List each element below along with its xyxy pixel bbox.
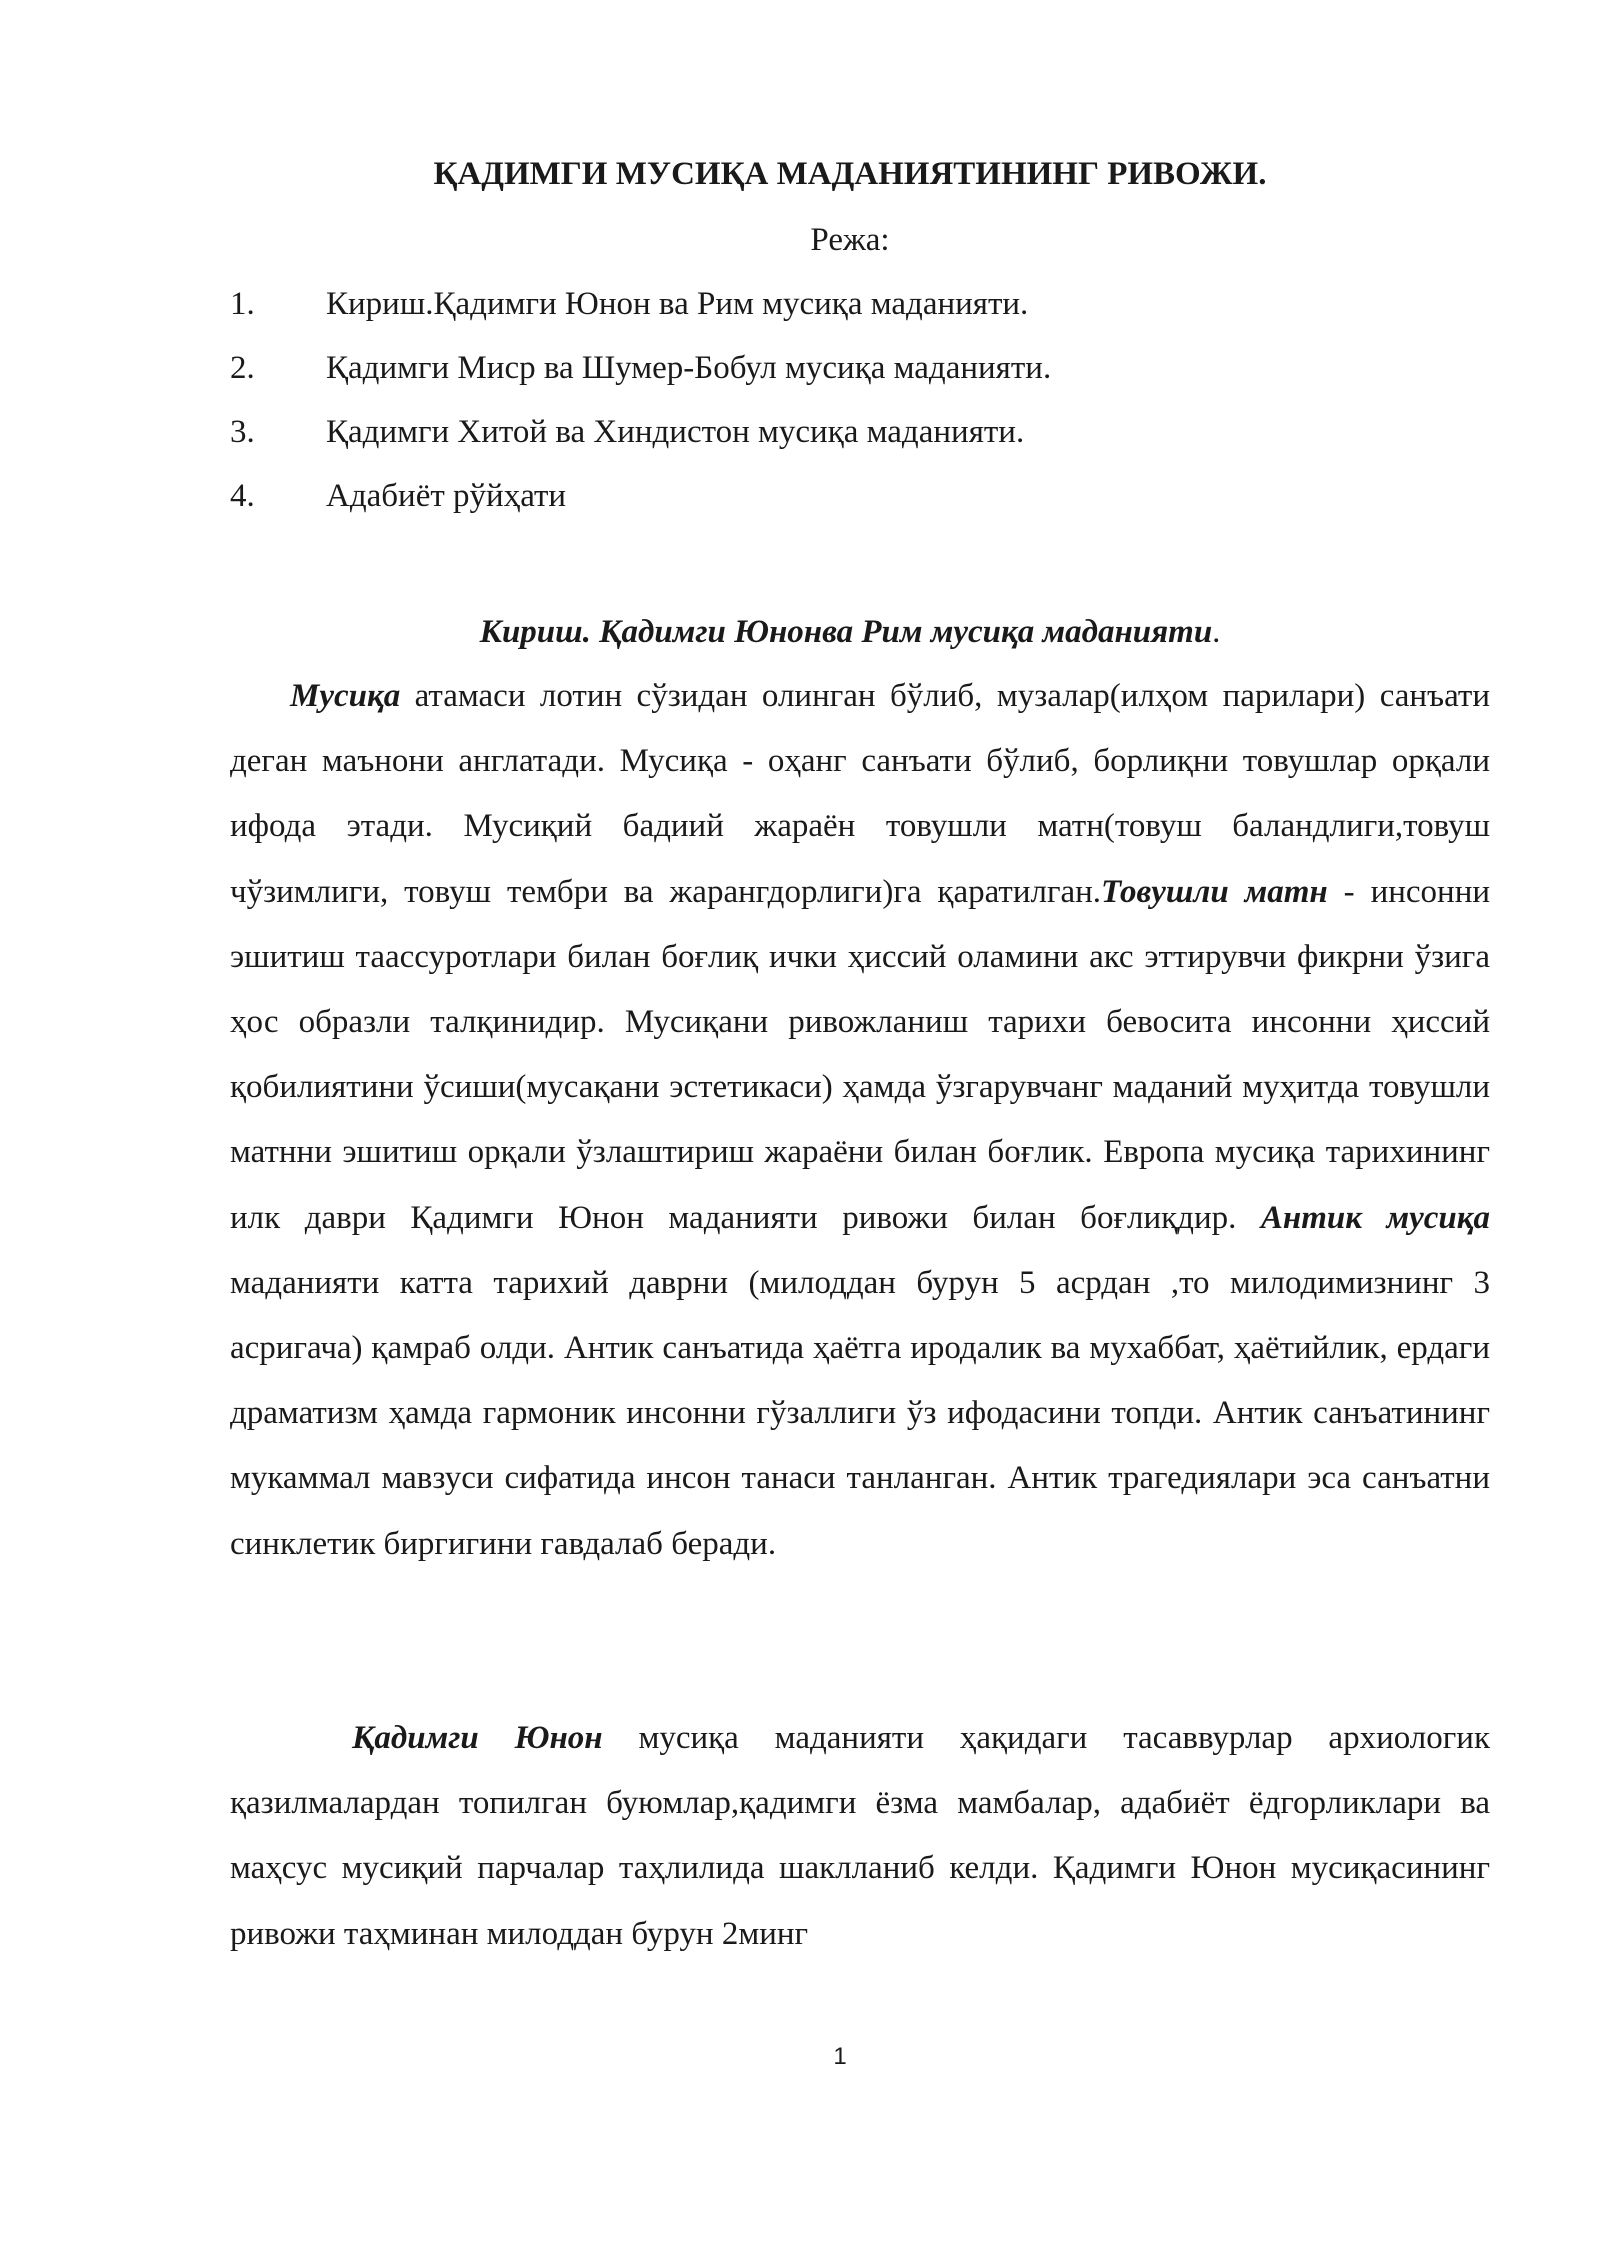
term-antique-music: Антик мусиқа	[1260, 1199, 1490, 1236]
document-title: ҚАДИМГИ МУСИҚА МАДАНИЯТИНИНГ РИВОЖИ.	[433, 156, 1267, 192]
section-heading-text: Кириш. Қадимги Юнонва Рим мусиқа маданияти	[479, 614, 1213, 650]
paragraph-text: маданияти катта тарихий даврни (милоддан бурун 5 асрдан ,то милодимизнинг 3 асригача) қамраб олди. Антик санъатида ҳаётга иродалик ва мухаббат, ҳаётийлик, ердаги драматизм ҳамда гармоник инсонни гўзаллиги ўз ифодасини топди. Антик санъатининг мукаммал мавзуси сифатида инсон танаси танланган. Антик трагедиялари эса санъатни синклетик биргигини гавдалаб беради.	[230, 1264, 1490, 1562]
toc-item-2	[230, 346, 1051, 410]
toc-number: 4.	[230, 478, 255, 514]
paragraph-text: атамаси лотин сўзидан олинган бўлиб, музалар(илҳом парилари) санъати деган маънони англатади. Мусиқа - оҳанг санъати бўлиб, борлиқни товушлар орқали ифода этади. Мусиқий бадиий жараён товушли матн(товуш баландлиги,товуш чўзимлиги, товуш тембри ва жарангдорлиги)га қаратилган.	[230, 678, 1490, 910]
toc-item-3	[230, 410, 1051, 474]
table-of-contents	[230, 282, 1051, 538]
toc-item-1	[230, 282, 1051, 346]
section-heading	[0, 610, 1600, 654]
toc-text: Кириш.Қадимги Юнон ва Рим мусиқа маданияти.	[326, 286, 1029, 322]
toc-number: 1.	[230, 286, 255, 322]
term-music: Мусиқа	[290, 678, 401, 714]
paragraph-text: мусиқа маданияти ҳақидаги тасаввурлар архиологик қазилмалардан топилган буюмлар,қадимги ёзма мамбалар, адабиёт ёдгорликлари ва маҳсус мусиқий парчалар таҳлилида шаклланиб келди. Қадимги Юнон мусиқасининг ривожи таҳминан милоддан бурун 2минг	[230, 1720, 1490, 1952]
body-paragraph-1	[230, 664, 1490, 1577]
toc-text: Адабиёт рўйҳати	[326, 478, 567, 514]
toc-number: 2.	[230, 350, 255, 386]
toc-text: Қадимги Миср ва Шумер-Бобул мусиқа маданияти.	[326, 350, 1052, 386]
term-ancient-greece: Қадимги Юнон	[352, 1720, 603, 1756]
body-paragraph-2	[230, 1706, 1490, 1967]
page-number: 1	[833, 2043, 847, 2070]
paragraph-text: - инсонни эшитиш таассуротлари билан боғлиқ ички ҳиссий оламини акс эттирувчи фикрни ўзига ҳос образли талқинидир. Мусиқани ривожланиш тарихи бевосита инсонни ҳиссий қобилиятини ўсиши(мусақани эстетикаси) ҳамда ўзгарувчанг маданий муҳитда товушли матнни эшитиш орқали ўзлаштириш жараёни билан боғлик. Европа мусиқа тарихининг илк даври Қадимги Юнон маданияти ривожи билан боғлиқдир.	[230, 873, 1491, 1236]
toc-number: 3.	[230, 414, 255, 450]
term-sound-text: Товушли матн	[1101, 873, 1328, 910]
section-heading-period: .	[1212, 614, 1221, 650]
toc-item-4	[230, 474, 1051, 538]
toc-text: Қадимги Хитой ва Хиндистон мусиқа маданияти.	[326, 414, 1025, 450]
plan-label: Режа:	[810, 222, 890, 258]
